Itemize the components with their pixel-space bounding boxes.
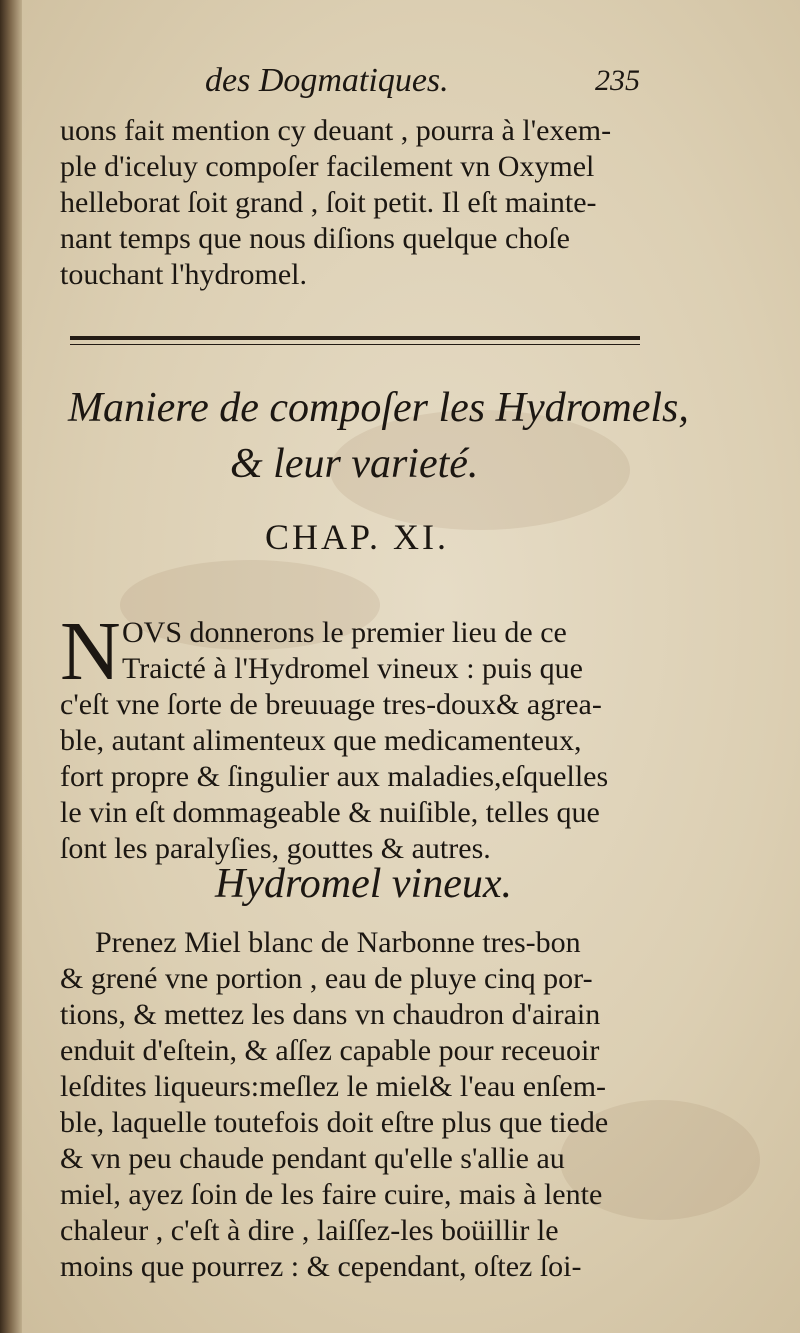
text-line: ble, autant alimenteux que medicamenteux, [60,724,582,757]
text-line: le vin eſt dommageable & nuiſible, telles que [60,796,600,829]
text-line: OVS donnerons le premier lieu de ce [122,616,567,649]
text-line: Traicté à l'Hydromel vineux : puis que [122,652,583,685]
text-line: fort propre & ſingulier aux maladies,eſquelles [60,760,609,793]
text-line: touchant l'hydromel. [60,258,308,291]
section-rule [70,336,640,340]
text-line: leſdites liqueurs:meſlez le miel& l'eau enſem- [60,1070,607,1103]
text-line: ble, laquelle toutefois doit eſtre plus que tiede [60,1106,609,1139]
text-line: nant temps que nous diſions quelque choſe [60,222,570,255]
text-line: ple d'iceluy compoſer facilement vn Oxymel [60,150,595,183]
recipe-title: Hydromel vineux. [215,861,512,907]
text-line: & vn peu chaude pendant qu'elle s'allie au [60,1142,565,1175]
section-title-line1: Maniere de compoſer les Hydromels, [68,385,689,431]
text-line: moins que pourrez : & cependant, oſtez ſoi- [60,1250,582,1283]
chapter-heading: CHAP. XI. [265,517,450,557]
text-line: miel, ayez ſoin de les faire cuire, mais à lente [60,1178,603,1211]
text-line: c'eſt vne ſorte de breuuage tres-doux& agrea- [60,688,602,721]
page-binding-edge [0,0,22,1333]
section-rule-thin [70,344,640,345]
text-line: & grené vne portion , eau de pluye cinq por- [60,962,593,995]
running-head: des Dogmatiques. [205,62,449,99]
text-line: tions, & mettez les dans vn chaudron d'airain [60,998,601,1031]
drop-cap: N [60,605,121,698]
text-line: uons fait mention cy deuant , pourra à l'exem- [60,114,612,147]
text-line: enduit d'eſtein, & aſſez capable pour receuoir [60,1034,600,1067]
text-line: helleborat ſoit grand , ſoit petit. Il eſt mainte- [60,186,597,219]
section-title-line2: & leur varieté. [230,441,479,487]
text-line: chaleur , c'eſt à dire , laiſſez-les boüillir le [60,1214,559,1247]
text-line: Prenez Miel blanc de Narbonne tres-bon [95,926,581,959]
page-number: 235 [595,64,640,97]
text-line: ſont les paralyſies, gouttes & autres. [60,832,491,865]
